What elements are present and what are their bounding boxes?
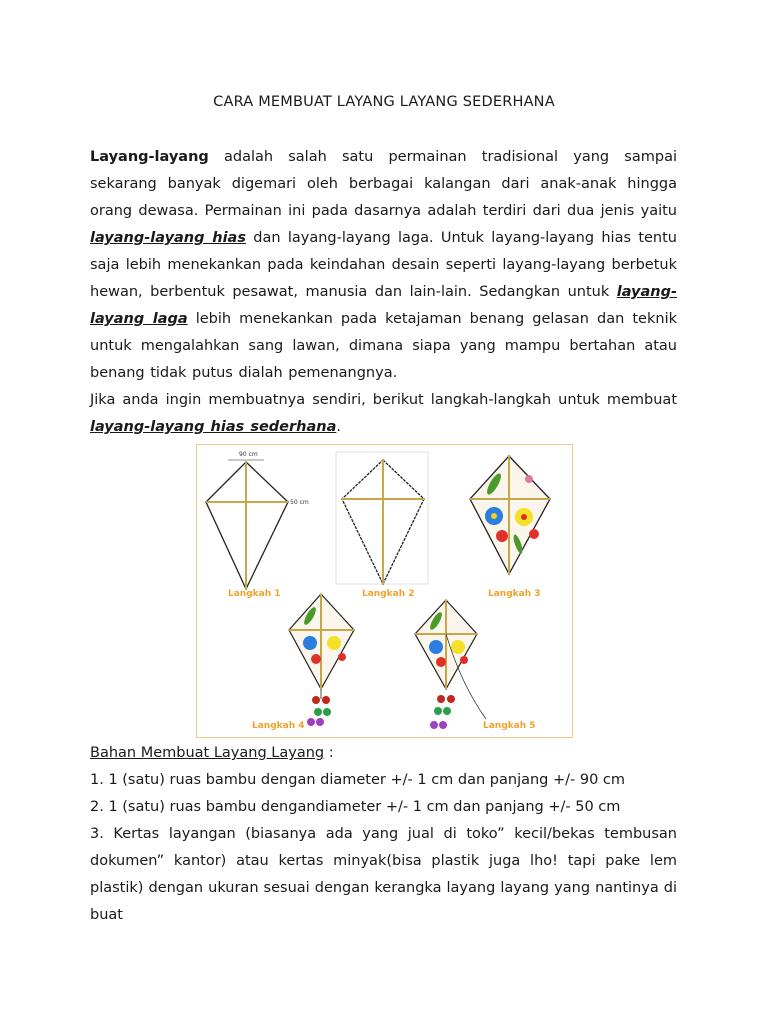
- kite-steps-illustration: [196, 444, 573, 738]
- steps-intro-text-1: Jika anda ingin membuatnya sendiri, berikut langkah-langkah untuk membuat: [90, 392, 677, 408]
- term-layang-layang: Layang-layang: [90, 149, 209, 165]
- materials-heading-text: Bahan Membuat Layang Layang: [90, 745, 325, 761]
- intro-text-1: adalah salah satu permainan tradisional yang sampai sekarang banyak digemari oleh berbagai kalangan dari anak-anak hingga orang dewasa. Permainan ini pada dasarnya adalah terdiri dari dua jenis yaitu: [90, 149, 677, 219]
- document-title: CARA MEMBUAT LAYANG LAYANG SEDERHANA: [213, 94, 555, 110]
- step-3-label: Langkah 3: [488, 589, 541, 599]
- dim-50cm: 50 cm: [290, 499, 309, 506]
- kite-steps-figure: [196, 444, 573, 738]
- dim-90cm: 90 cm: [239, 451, 258, 458]
- step-5-label: Langkah 5: [483, 721, 536, 731]
- step-4-label: Langkah 4: [252, 721, 305, 731]
- steps-intro-text-2: .: [336, 419, 341, 435]
- step-1-label: Langkah 1: [228, 589, 281, 599]
- term-layang-hias: layang-layang hias: [90, 230, 246, 246]
- intro-paragraph: [90, 144, 677, 387]
- steps-intro-paragraph: [90, 387, 677, 441]
- materials-list: [90, 740, 677, 929]
- materials-heading-suffix: :: [324, 745, 334, 761]
- list-item: 1. 1 (satu) ruas bambu dengan diameter +/- 1 cm dan panjang +/- 90 cm: [90, 772, 626, 788]
- materials-heading: [90, 740, 677, 767]
- intro-text-2: dan layang-layang laga. Untuk layang-layang hias tentu saja lebih menekankan pada keindahan desain seperti layang-layang berbetuk hewan, berbentuk pesawat, manusia dan lain-lain. Sedangkan untuk: [90, 230, 677, 300]
- step-2-label: Langkah 2: [362, 589, 415, 599]
- list-item: 2. 1 (satu) ruas bambu dengandiameter +/- 1 cm dan panjang +/- 50 cm: [90, 799, 621, 815]
- list-item: 3. Kertas layangan (biasanya ada yang jual di toko” kecil/bekas tembusan dokumen” kantor) atau kertas minyak(bisa plastik juga lho! tapi pake lem plastik) dengan ukuran sesuai dengan kerangka layang layang yang nantinya di buat: [90, 826, 677, 923]
- term-layang-laga: layang-layang laga: [90, 284, 677, 327]
- term-hias-sederhana: layang-layang hias sederhana: [90, 419, 337, 435]
- intro-text-3: lebih menekankan pada ketajaman benang gelasan dan teknik untuk mengalahkan sang lawan, dimana siapa yang mampu bertahan atau benang tidak putus dialah pemenangnya.: [90, 311, 677, 381]
